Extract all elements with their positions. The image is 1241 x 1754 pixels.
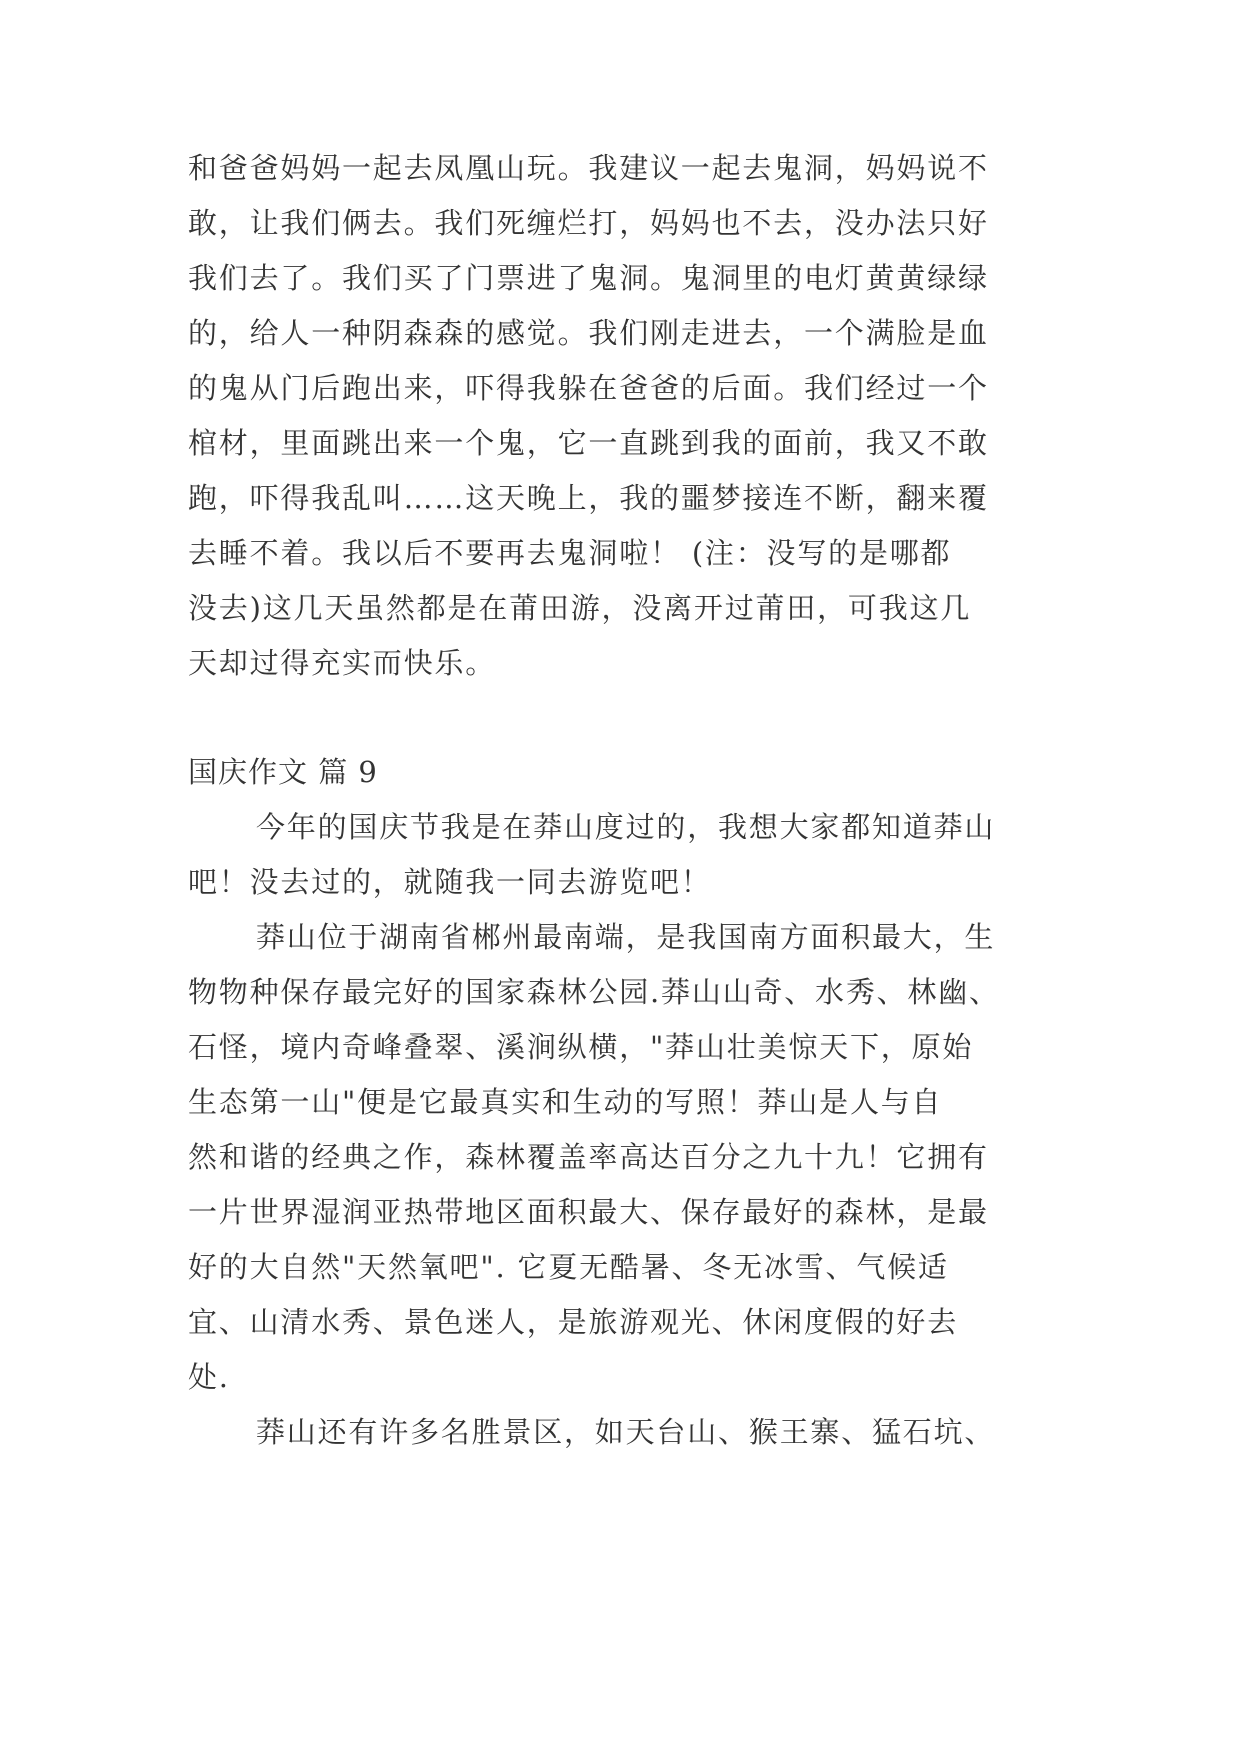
paragraph-first-line: 莽山还有许多名胜景区，如天台山、猴王寨、猛石坑、 <box>256 1415 996 1449</box>
text-line: 处. <box>188 1360 230 1394</box>
text-line: 的鬼从门后跑出来，吓得我躲在爸爸的后面。我们经过一个 <box>188 371 989 405</box>
text-line: 石怪，境内奇峰叠翠、溪涧纵横，"莽山壮美惊天下，原始 <box>188 1030 974 1064</box>
text-line: 然和谐的经典之作，森林覆盖率高达百分之九十九！它拥有 <box>188 1140 989 1174</box>
text-line: 一片世界湿润亚热带地区面积最大、保存最好的森林，是最 <box>188 1195 989 1229</box>
text-line: 生态第一山"便是它最真实和生动的写照！莽山是人与自 <box>188 1085 943 1119</box>
text-line: 跑，吓得我乱叫……这天晚上，我的噩梦接连不断，翻来覆 <box>188 481 989 515</box>
text-line: 和爸爸妈妈一起去凤凰山玩。我建议一起去鬼洞，妈妈说不 <box>188 151 989 185</box>
paragraph-first-line: 今年的国庆节我是在莽山度过的，我想大家都知道莽山 <box>256 810 996 844</box>
text-line: 我们去了。我们买了门票进了鬼洞。鬼洞里的电灯黄黄绿绿 <box>188 261 989 295</box>
paragraph-first-line: 莽山位于湖南省郴州最南端，是我国南方面积最大，生 <box>256 920 996 954</box>
text-line: 宜、山清水秀、景色迷人，是旅游观光、休闲度假的好去 <box>188 1305 959 1339</box>
text-line: 没去)这几天虽然都是在莆田游，没离开过莆田，可我这几 <box>188 591 972 625</box>
text-line: 吧！没去过的，就随我一同去游览吧！ <box>188 865 712 899</box>
section-heading: 国庆作文 篇 9 <box>188 755 378 789</box>
text-line: 物物种保存最完好的国家森林公园.莽山山奇、水秀、林幽、 <box>188 975 1000 1009</box>
text-line: 棺材，里面跳出来一个鬼，它一直跳到我的面前，我又不敢 <box>188 426 989 460</box>
text-line: 天却过得充实而快乐。 <box>188 646 497 680</box>
text-line: 好的大自然"天然氧吧". 它夏无酷暑、冬无冰雪、气候适 <box>188 1250 949 1284</box>
text-line: 敢，让我们俩去。我们死缠烂打，妈妈也不去，没办法只好 <box>188 206 989 240</box>
text-line: 的，给人一种阴森森的感觉。我们刚走进去，一个满脸是血 <box>188 316 989 350</box>
text-line: 去睡不着。我以后不要再去鬼洞啦！ (注：没写的是哪都 <box>188 536 952 570</box>
